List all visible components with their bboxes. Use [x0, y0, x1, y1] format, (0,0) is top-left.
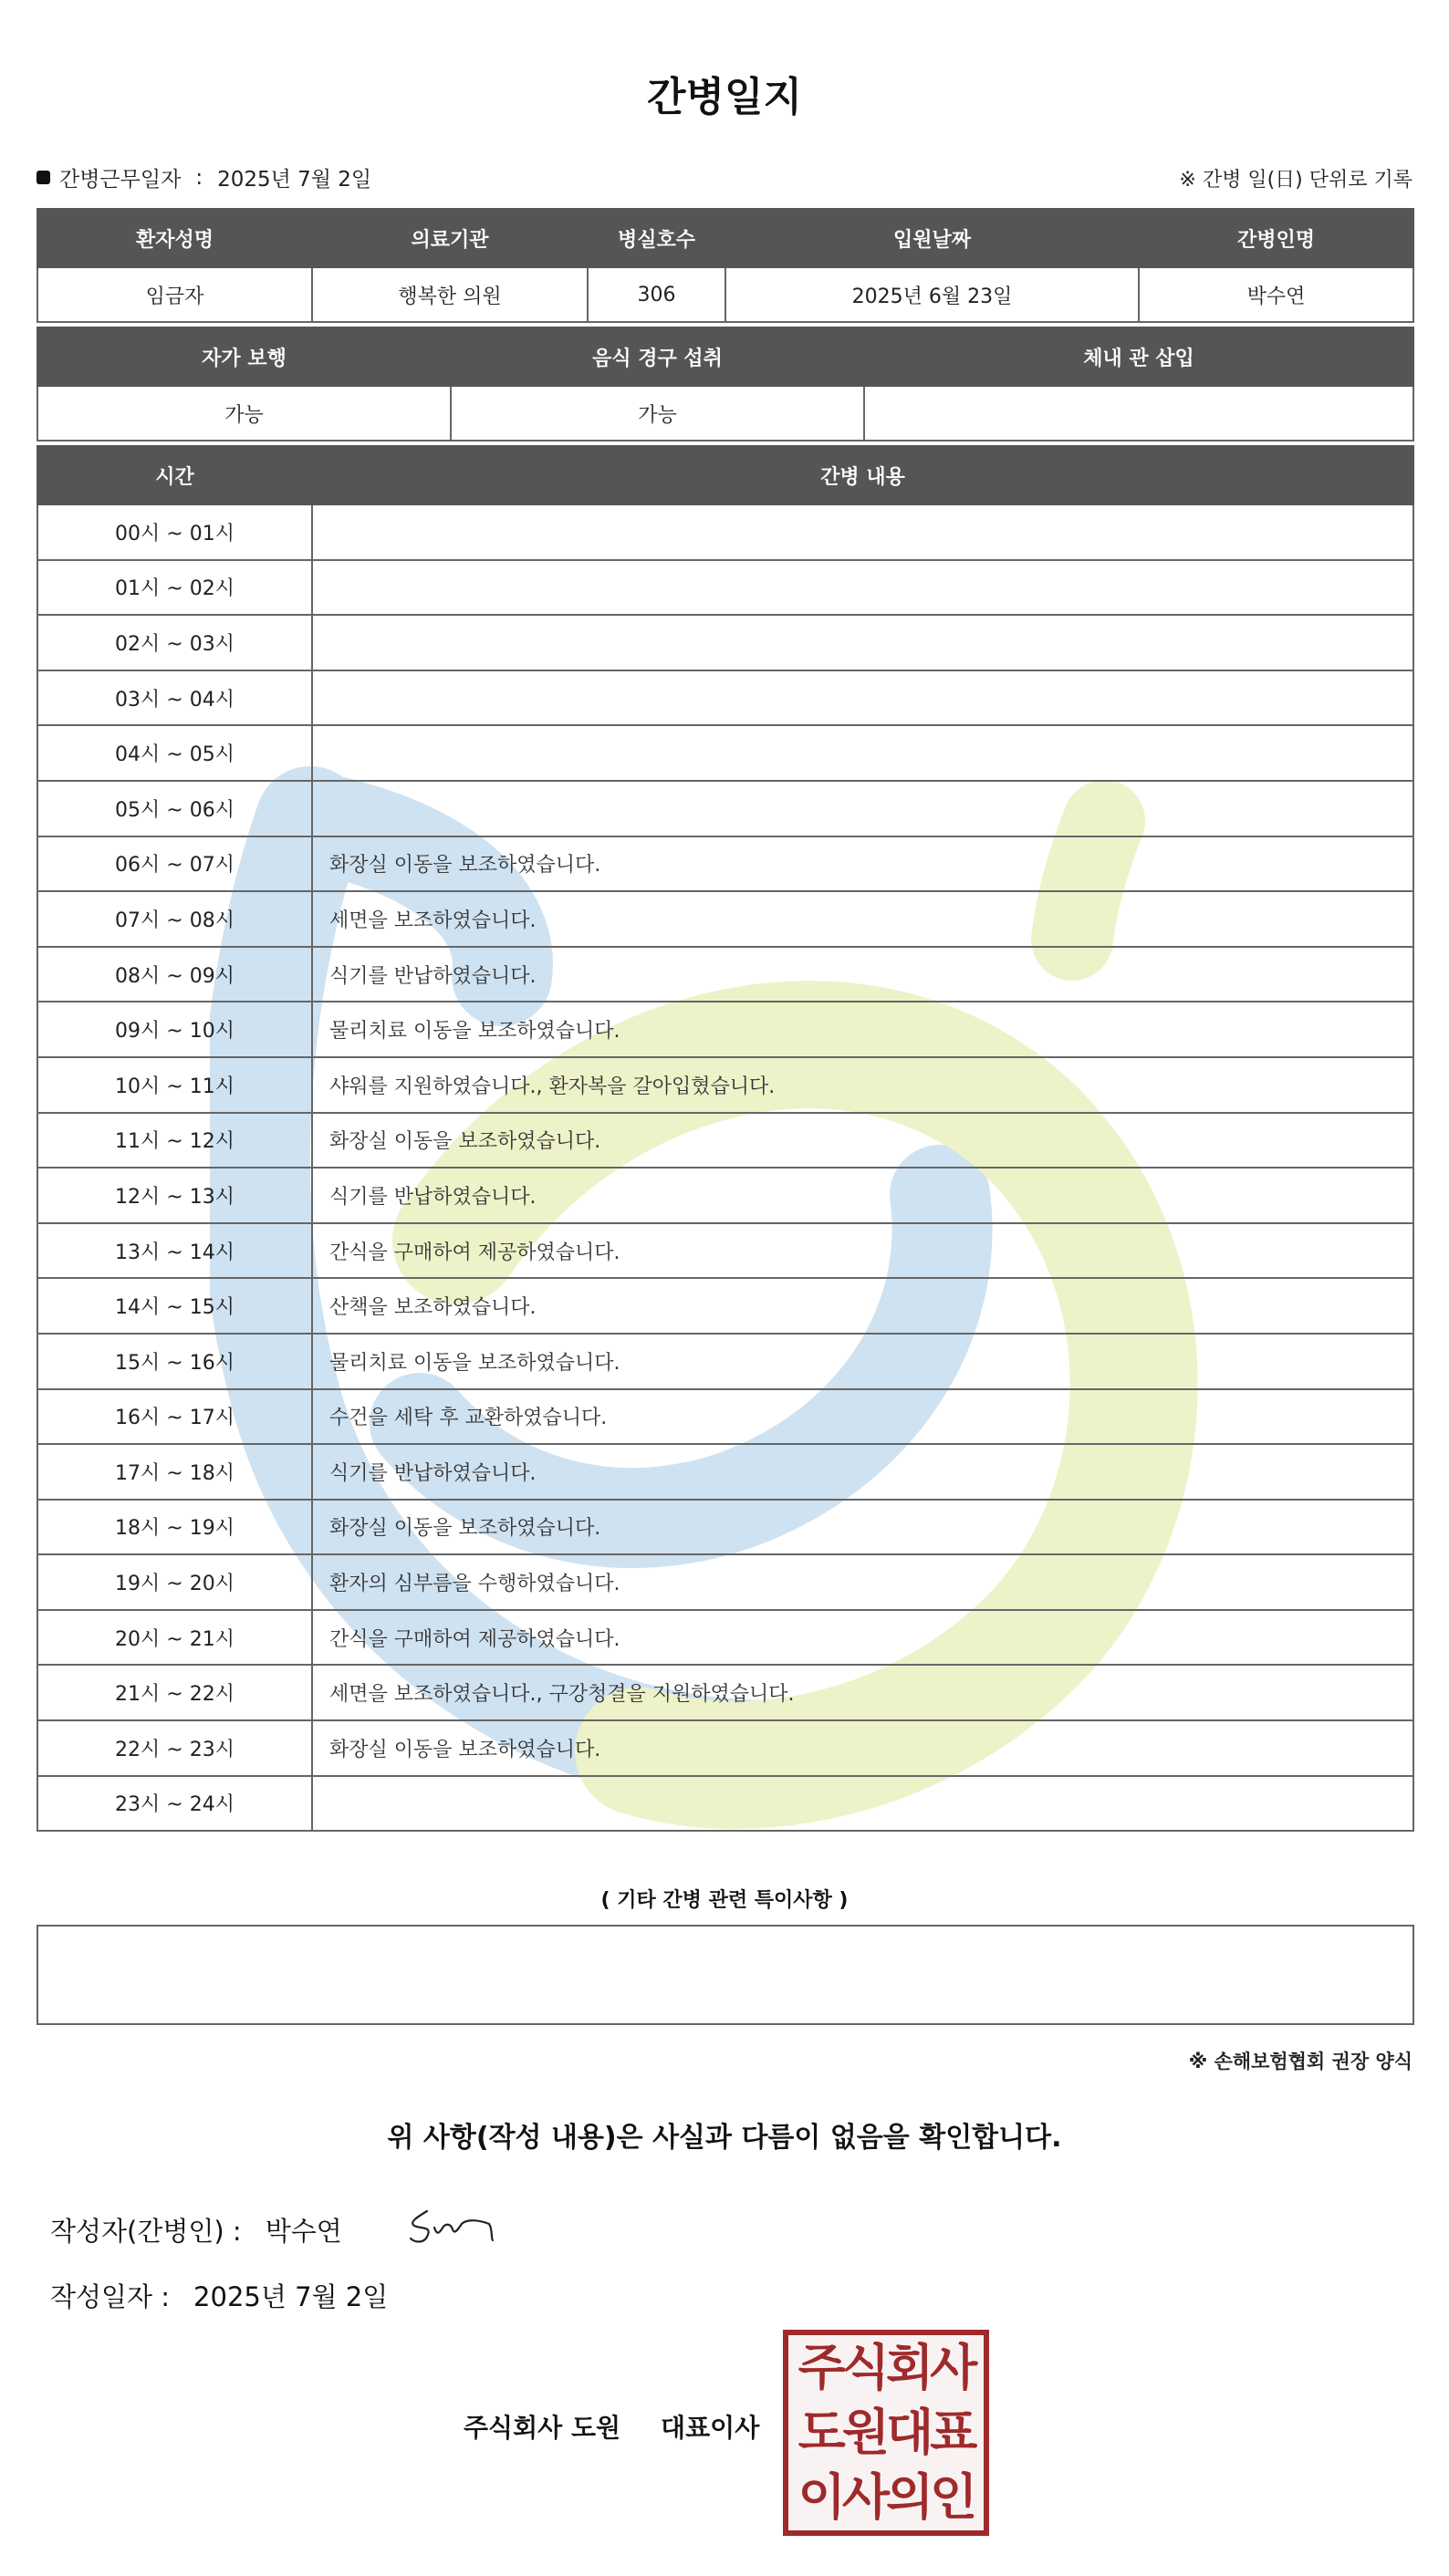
table-row — [37, 1223, 1413, 1279]
tube-insertion-value — [864, 386, 1413, 441]
time-slot: 18시 ~ 19시 — [37, 1500, 312, 1555]
time-slot: 14시 ~ 15시 — [37, 1278, 312, 1334]
care-content: 환자의 심부름을 수행하였습니다. — [312, 1554, 1413, 1610]
time-slot: 15시 ~ 16시 — [37, 1334, 312, 1389]
table-row — [37, 615, 1413, 670]
company-representative: 대표이사 — [661, 2413, 760, 2443]
care-content — [312, 781, 1413, 836]
admission-date: 2025년 6월 23일 — [725, 267, 1139, 322]
table-row — [37, 1389, 1413, 1445]
time-slot: 04시 ~ 05시 — [37, 725, 312, 781]
care-content: 산책을 보조하였습니다. — [312, 1278, 1413, 1334]
time-slot: 09시 ~ 10시 — [37, 1002, 312, 1057]
seal-row: 이사의인 — [797, 2468, 975, 2527]
bullet-square-icon — [36, 171, 50, 184]
table-row — [37, 1002, 1413, 1057]
header-oral-intake: 음식 경구 섭취 — [451, 327, 864, 386]
caregiver-name: 박수연 — [1139, 267, 1413, 322]
time-slot: 05시 ~ 06시 — [37, 781, 312, 836]
seal-row: 도원대표 — [797, 2403, 975, 2461]
care-content — [312, 560, 1413, 616]
table-row — [37, 560, 1413, 616]
time-slot: 00시 ~ 01시 — [37, 504, 312, 560]
company-seal-stamp — [783, 2330, 989, 2536]
table-row — [37, 781, 1413, 836]
patient-name: 임금자 — [37, 267, 312, 322]
time-slot: 12시 ~ 13시 — [37, 1168, 312, 1223]
confirmation-statement: 위 사항(작성 내용)은 사실과 다름이 없음을 확인합니다. — [387, 2122, 1062, 2154]
care-content — [312, 615, 1413, 670]
writer-row — [50, 2211, 342, 2249]
care-content: 식기를 반납하였습니다. — [312, 1168, 1413, 1223]
oral-intake-value: 가능 — [451, 386, 864, 441]
care-content: 화장실 이동을 보조하였습니다. — [312, 1720, 1413, 1776]
table-row — [37, 1500, 1413, 1555]
time-slot: 13시 ~ 14시 — [37, 1223, 312, 1279]
patient-info-table — [36, 208, 1414, 323]
hospital-name: 행복한 의원 — [312, 267, 588, 322]
write-date-label: 작성일자 : — [50, 2281, 171, 2312]
header-admission-date: 입원날짜 — [725, 209, 1139, 267]
patient-status-table — [36, 327, 1414, 441]
table-row — [37, 1610, 1413, 1666]
table-row — [37, 1776, 1413, 1832]
table-row — [37, 1720, 1413, 1776]
unit-note: ※ 간병 일(日) 단위로 기록 — [1179, 169, 1413, 192]
table-row — [37, 1444, 1413, 1500]
table-row — [37, 1334, 1413, 1389]
care-content: 화장실 이동을 보조하였습니다. — [312, 1500, 1413, 1555]
header-self-walking: 자가 보행 — [37, 327, 451, 386]
table-row — [37, 1665, 1413, 1720]
header-room: 병실호수 — [588, 209, 725, 267]
seal-row: 주식회사 — [797, 2338, 975, 2396]
work-date-value: 2025년 7월 2일 — [217, 168, 372, 192]
company-name: 주식회사 도원 — [464, 2413, 621, 2443]
table-row — [37, 947, 1413, 1002]
time-slot: 23시 ~ 24시 — [37, 1776, 312, 1832]
self-walking-value: 가능 — [37, 386, 451, 441]
write-date-value: 2025년 7월 2일 — [193, 2281, 389, 2312]
work-date-row — [36, 162, 371, 192]
time-slot: 07시 ~ 08시 — [37, 891, 312, 947]
table-row — [37, 1168, 1413, 1223]
care-log-table — [36, 445, 1414, 1832]
page-title: 간병일지 — [646, 74, 802, 120]
time-slot: 06시 ~ 07시 — [37, 836, 312, 892]
time-slot: 16시 ~ 17시 — [37, 1389, 312, 1445]
company-signoff — [464, 2408, 759, 2445]
writer-name: 박수연 — [265, 2216, 342, 2247]
write-date-row — [50, 2277, 388, 2314]
work-date-label: 간병근무일자 — [59, 168, 182, 192]
care-content: 화장실 이동을 보조하였습니다. — [312, 836, 1413, 892]
care-content — [312, 725, 1413, 781]
care-content: 화장실 이동을 보조하였습니다. — [312, 1113, 1413, 1169]
separator: : — [195, 165, 203, 190]
time-slot: 08시 ~ 09시 — [37, 947, 312, 1002]
time-slot: 02시 ~ 03시 — [37, 615, 312, 670]
time-slot: 03시 ~ 04시 — [37, 670, 312, 726]
table-row — [37, 504, 1413, 560]
header-patient-name: 환자성명 — [37, 209, 312, 267]
time-slot: 20시 ~ 21시 — [37, 1610, 312, 1666]
time-slot: 17시 ~ 18시 — [37, 1444, 312, 1500]
time-slot: 10시 ~ 11시 — [37, 1057, 312, 1113]
table-row — [37, 1278, 1413, 1334]
header-care-content: 간병 내용 — [312, 446, 1413, 504]
time-slot: 01시 ~ 02시 — [37, 560, 312, 616]
care-content: 수건을 세탁 후 교환하였습니다. — [312, 1389, 1413, 1445]
care-log-body — [37, 504, 1413, 1831]
writer-label: 작성자(간병인) : — [50, 2216, 242, 2247]
care-content: 세면을 보조하였습니다., 구강청결을 지원하였습니다. — [312, 1665, 1413, 1720]
care-content — [312, 670, 1413, 726]
room-number: 306 — [588, 267, 725, 322]
table-row — [37, 836, 1413, 892]
special-notes-label: ( 기타 간병 관련 특이사항 ) — [600, 1889, 849, 1912]
header-hospital: 의료기관 — [312, 209, 588, 267]
table-row — [37, 1057, 1413, 1113]
header-tube-insertion: 체내 관 삽입 — [864, 327, 1413, 386]
table-row — [37, 670, 1413, 726]
header-time: 시간 — [37, 446, 312, 504]
table-row — [37, 1113, 1413, 1169]
special-notes-box — [36, 1925, 1414, 2025]
table-row — [37, 891, 1413, 947]
care-content: 식기를 반납하였습니다. — [312, 1444, 1413, 1500]
time-slot: 21시 ~ 22시 — [37, 1665, 312, 1720]
care-content: 세면을 보조하였습니다. — [312, 891, 1413, 947]
care-content: 간식을 구매하여 제공하였습니다. — [312, 1223, 1413, 1279]
header-caregiver: 간병인명 — [1139, 209, 1413, 267]
care-content: 물리치료 이동을 보조하였습니다. — [312, 1334, 1413, 1389]
table-row — [37, 1554, 1413, 1610]
recommendation-note: ※ 손해보험협회 권장 양식 — [1188, 2051, 1413, 2072]
care-content — [312, 504, 1413, 560]
care-content: 식기를 반납하였습니다. — [312, 947, 1413, 1002]
table-row — [37, 725, 1413, 781]
time-slot: 11시 ~ 12시 — [37, 1113, 312, 1169]
care-content: 간식을 구매하여 제공하였습니다. — [312, 1610, 1413, 1666]
time-slot: 22시 ~ 23시 — [37, 1720, 312, 1776]
signature-icon — [401, 2198, 511, 2253]
care-content: 물리치료 이동을 보조하였습니다. — [312, 1002, 1413, 1057]
care-content: 샤워를 지원하였습니다., 환자복을 갈아입혔습니다. — [312, 1057, 1413, 1113]
care-content — [312, 1776, 1413, 1832]
time-slot: 19시 ~ 20시 — [37, 1554, 312, 1610]
